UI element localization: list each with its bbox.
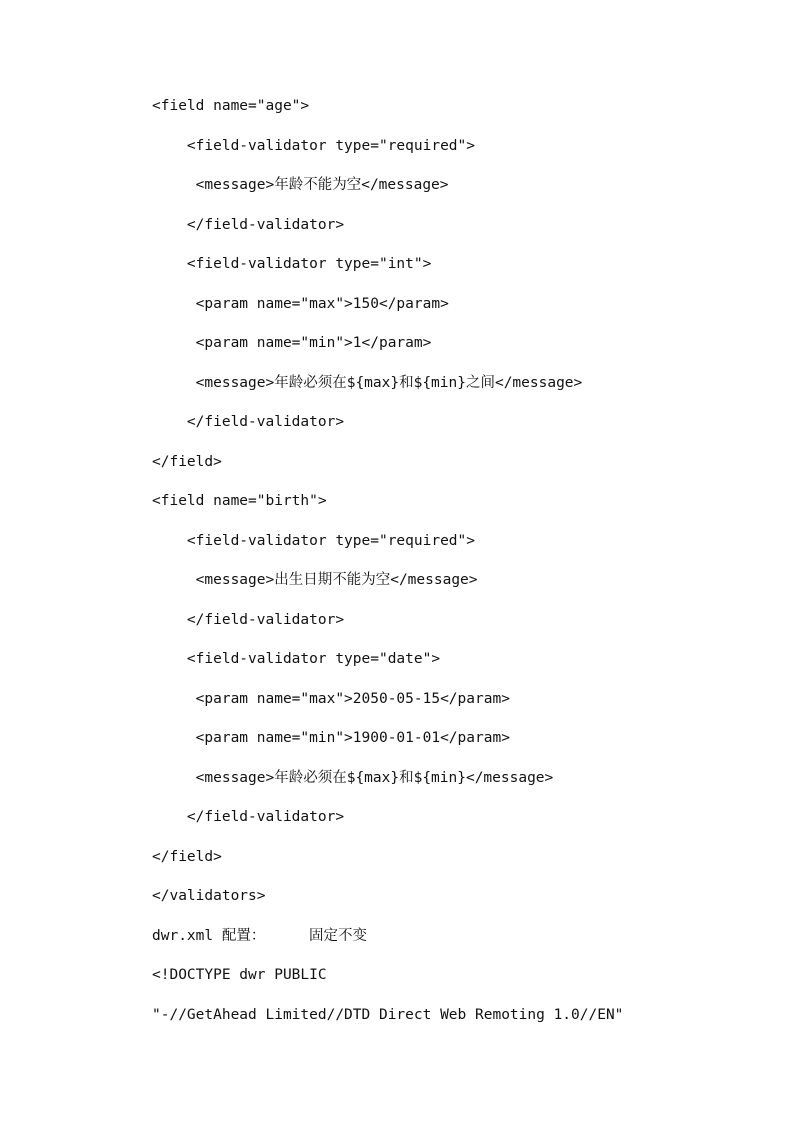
code-line: </field>: [152, 453, 222, 470]
code-line: <param name="min">1900-01-01</param>: [152, 730, 510, 746]
code-line: </field>: [152, 848, 222, 865]
code-line: dwr.xml 配置： 固定不变: [152, 927, 367, 944]
code-line: "-//GetAhead Limited//DTD Direct Web Remoting 1.0//EN": [152, 1006, 624, 1023]
code-line: <field name="birth">: [152, 493, 327, 509]
code-line: <message>出生日期不能为空</message>: [152, 572, 478, 588]
code-line: <message>年龄必须在${max}和${min}之间</message>: [152, 374, 583, 391]
code-line: <!DOCTYPE dwr PUBLIC: [152, 967, 327, 983]
code-line: <param name="max">150</param>: [152, 295, 449, 312]
code-line: </field-validator>: [152, 809, 345, 825]
code-line: <field-validator type="date">: [152, 651, 441, 667]
code-line: </field-validator>: [152, 611, 345, 628]
code-line: <field-validator type="required">: [152, 137, 476, 154]
code-line: </field-validator>: [152, 216, 345, 233]
code-line: </field-validator>: [152, 414, 345, 430]
code-line: <param name="min">1</param>: [152, 335, 432, 351]
code-line: <param name="max">2050-05-15</param>: [152, 690, 510, 707]
code-line: <message>年龄不能为空</message>: [152, 177, 449, 193]
code-line: <message>年龄必须在${max}和${min}</message>: [152, 769, 554, 786]
code-line: <field-validator type="required">: [152, 532, 476, 549]
code-line: </validators>: [152, 888, 266, 904]
code-line: <field-validator type="int">: [152, 256, 432, 272]
code-listing: [152, 94, 752, 1042]
code-line: <field name="age">: [152, 98, 310, 114]
